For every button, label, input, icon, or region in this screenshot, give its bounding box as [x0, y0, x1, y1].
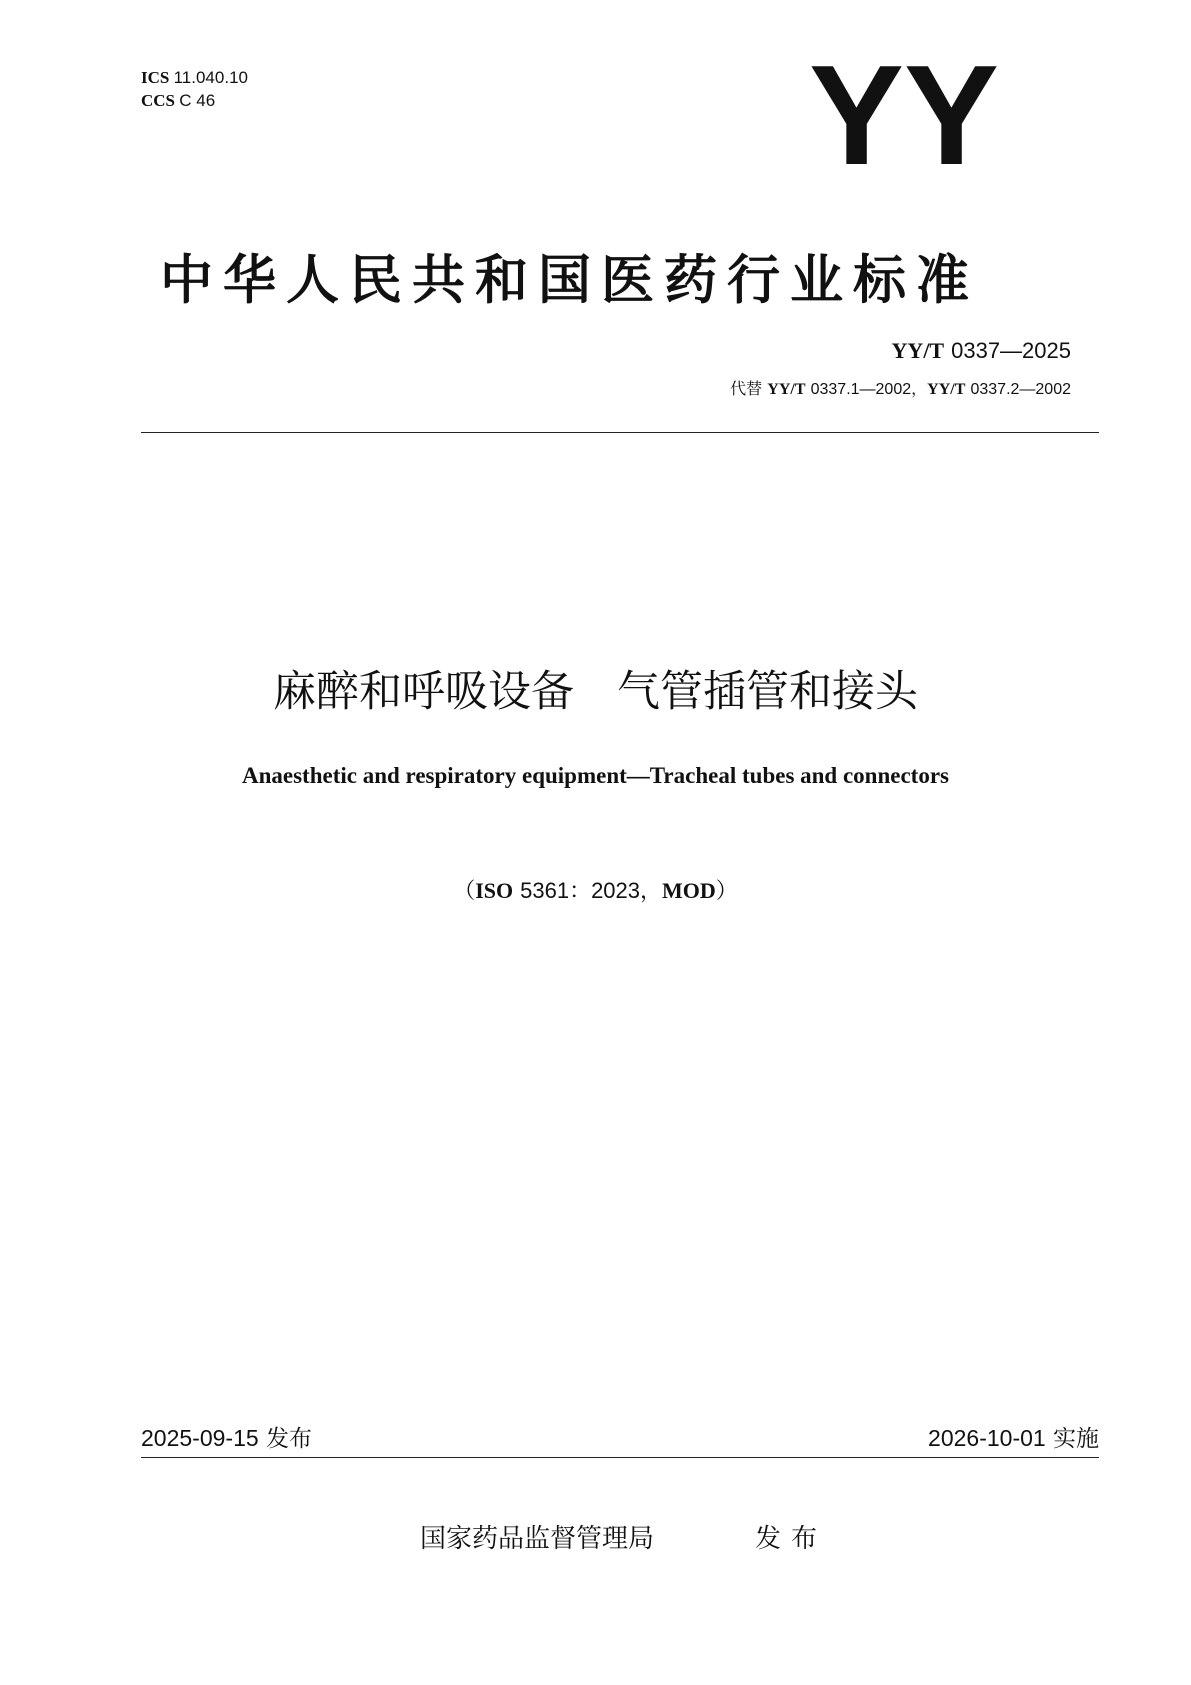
ccs-code: [141, 89, 248, 112]
replaces-label: 代替: [730, 379, 763, 398]
standard-number: [892, 338, 1071, 364]
publisher-name: 国家药品监督管理局: [420, 1524, 655, 1554]
ccs-value: C 46: [179, 91, 216, 110]
iso-reference: [0, 874, 1191, 905]
implementation-date-value: 2026-10-01: [928, 1425, 1046, 1451]
ics-label: ICS: [141, 68, 170, 87]
replaces-prefix-2: YY/T: [927, 381, 966, 398]
replaces-line: [730, 376, 1071, 399]
issue-date-value: 2025-09-15: [141, 1425, 259, 1451]
yy-logo-text: YY: [809, 60, 999, 172]
replaces-number-2: 0337.2—2002: [970, 381, 1071, 398]
chinese-title: 麻醉和呼吸设备 气管插管和接头: [273, 667, 918, 717]
iso-close-paren: ）: [715, 879, 738, 904]
organization-title: 中华人民共和国医药行业标准: [160, 250, 979, 311]
replaces-number-1: 0337.1—2002，: [810, 381, 928, 398]
issue-date: [141, 1420, 312, 1453]
standard-prefix: YY/T: [891, 338, 945, 363]
yy-logo: [806, 60, 1002, 172]
iso-label: ISO: [475, 878, 514, 903]
iso-open-paren: （: [453, 879, 476, 904]
classification-codes: [141, 66, 248, 112]
implementation-date-label: 实施: [1053, 1426, 1099, 1452]
standard-number-value: 0337—2025: [951, 338, 1071, 363]
english-title: Anaesthetic and respiratory equipment—Tracheal tubes and connectors: [241, 763, 949, 788]
replaces-prefix-1: YY/T: [767, 381, 806, 398]
ics-value: 11.040.10: [173, 68, 248, 87]
ics-code: [141, 66, 248, 89]
ccs-label: CCS: [141, 91, 176, 110]
publish-label: 发布: [755, 1524, 828, 1554]
top-divider: [141, 432, 1099, 433]
iso-number: 5361：2023，: [520, 878, 663, 903]
bottom-divider: [141, 1457, 1099, 1458]
implementation-date: [928, 1420, 1099, 1453]
issue-date-label: 发布: [265, 1426, 312, 1452]
iso-mod: MOD: [662, 878, 716, 903]
